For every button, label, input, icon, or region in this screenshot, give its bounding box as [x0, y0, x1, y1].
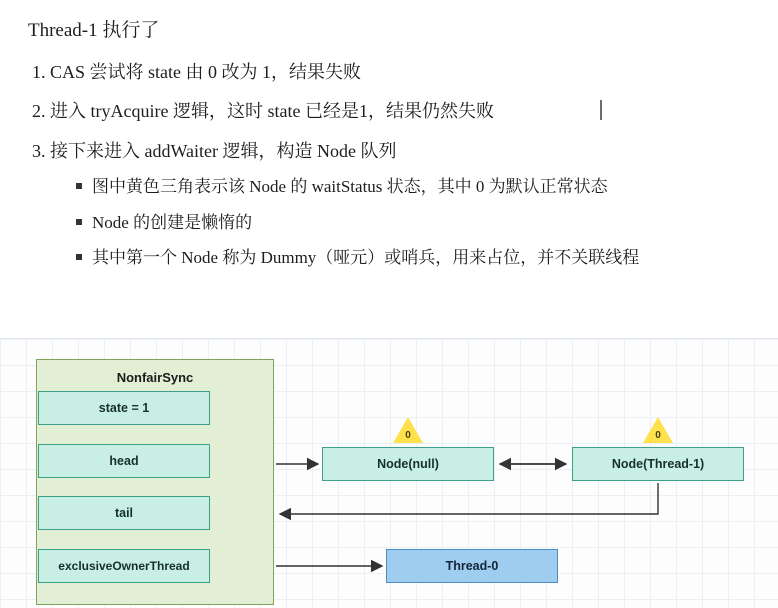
wait-status-value: 0 — [655, 430, 661, 441]
field-head: head — [38, 444, 210, 478]
sub-point-item: 其中第一个 Node 称为 Dummy（哑元）或哨兵，用来占位，并不关联线程 — [76, 245, 754, 271]
sub-points-list — [50, 174, 754, 271]
document-body — [0, 0, 778, 271]
step-item: 1. CAS 尝试将 state 由 0 改为 1，结果失败 — [50, 59, 754, 87]
wait-status-flag-icon — [643, 417, 673, 443]
node-dummy: Node(null) — [322, 447, 494, 481]
nonfair-sync-title: NonfairSync — [116, 370, 194, 385]
node-thread-1: Node(Thread-1) — [572, 447, 744, 481]
sub-point-item: 图中黄色三角表示该 Node 的 waitStatus 状态，其中 0 为默认正常状态 — [76, 174, 754, 200]
steps-list — [28, 59, 754, 271]
step-item — [50, 138, 754, 270]
aqs-node-queue-diagram — [0, 338, 778, 608]
page-title: Thread-1 执行了 — [28, 20, 160, 41]
field-exclusive-owner-thread: exclusiveOwnerThread — [38, 549, 210, 583]
sub-point-item: Node 的创建是懒惰的 — [76, 210, 754, 236]
thread-0-box: Thread-0 — [386, 549, 558, 583]
step-item: 2. 进入 tryAcquire 逻辑，这时 state 已经是1，结果仍然失败 — [50, 98, 754, 126]
step-text: 接下来进入 addWaiter 逻辑，构造 Node 队列 — [50, 141, 397, 162]
wait-status-value: 0 — [405, 430, 411, 441]
wait-status-flag-icon — [393, 417, 423, 443]
field-state: state = 1 — [38, 391, 210, 425]
field-tail: tail — [38, 496, 210, 530]
